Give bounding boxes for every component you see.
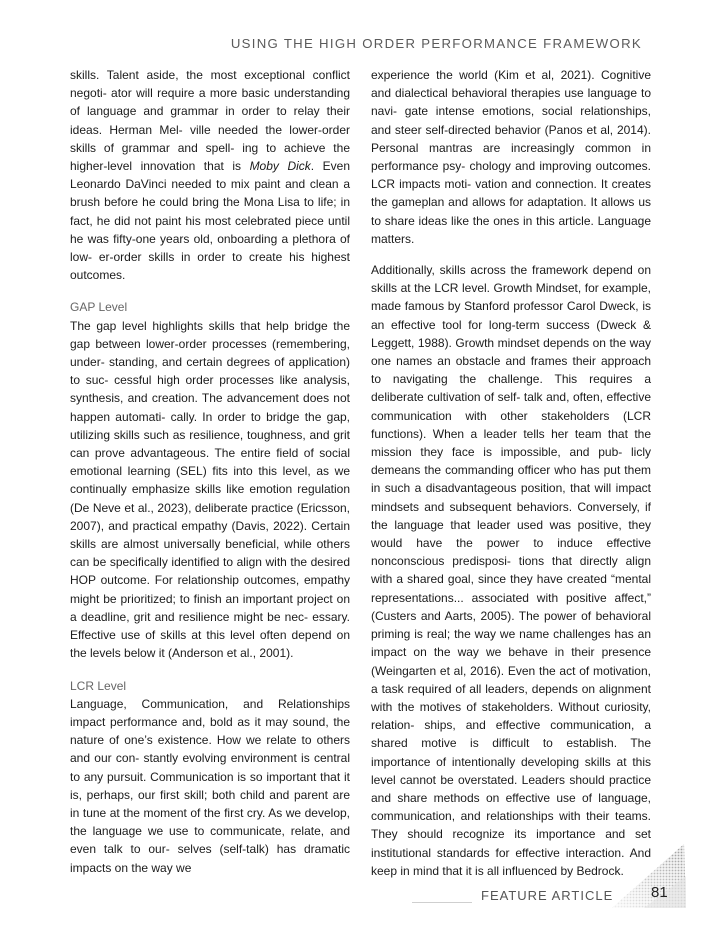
continued-paragraph: experience the world (Kim et al, 2021). Cognitive and dialectical behavioral therapies use language to navi- gate intense emotions, social relationships, and steer self-directed behavior (Panos et al, 2014). Personal mantras are increasingly common in performance psy- chology and improving outcomes. LCR impacts moti- vation and connection. It creates the gameplan and allows for adaptation. It allows us to share ideas like the ones in this article. Language matters. xyxy=(371,68,651,246)
right-column xyxy=(371,66,651,880)
footer-rule xyxy=(412,902,472,903)
footer-section-label: FEATURE ARTICLE xyxy=(481,888,614,903)
left-column xyxy=(70,66,350,877)
intro-paragraph: skills. Talent aside, the most exceptional conflict negoti- ator will require a more basic understanding of language and grammar in order to relay their ideas. Herman Mel- ville needed the lower-order skills of grammar and spell- ing to achieve the higher-level innovation that is Moby Dick. Even Leonardo DaVinci needed to mix paint and clean a brush before he could bring the Mona Lisa to life; in fact, he did not paint his most celebrated piece until he was fifty-one years old, onboarding a plethora of low- er-order skills in order to create his highest outcomes. xyxy=(70,68,350,283)
page-curl-icon xyxy=(608,842,686,908)
lcr-level-paragraph: Language, Communication, and Relationships impact performance and, bold as it may sound, the nature of one’s existence. How we relate to others and our con- stantly evolving environment is central to any pursuit. Communication is so important that it is, perhaps, our first skill; both child and parent are in tune at the moment of the first cry. As we develop, the language we use to communicate, relate, and even talk to our- selves (self-talk) has dramatic impacts on the way we xyxy=(70,696,350,875)
gap-level-paragraph: The gap level highlights skills that help bridge the gap between lower-order processes (remembering, under- standing, and certain degrees of application) to suc- cessful high order processes like analysis, synthesis, and creation. The advancement does not happen automati- cally. In order to bridge the gap, utilizing skills such as resilience, toughness, and grit can prove advantageous. The entire field of social emotional learning (SEL) fits into this level, as we continually emphasize skills like emotion regulation (De Neve et al., 2023), deliberate practice (Ericsson, 2007), and practical empathy (Davis, 2022). Certain skills are almost universally beneficial, while others can be specifically identified to align with the desired HOP outcome. For relationship outcomes, empathy might be prioritized; to finish an important project on a deadline, grit and resilience might be nec- essary. Effective use of skills at this level often depend on the levels below it (Anderson et al., 2001). xyxy=(70,318,350,661)
book-title: Moby Dick xyxy=(249,159,311,174)
lcr-level-heading: LCR Level xyxy=(70,678,127,693)
gap-level-heading: GAP Level xyxy=(70,300,128,315)
page-number: 81 xyxy=(651,884,668,901)
running-header: USING THE HIGH ORDER PERFORMANCE FRAMEWORK xyxy=(230,36,642,51)
framework-paragraph: Additionally, skills across the framework depend on skills at the LCR level. Growth Mindset, for example, made famous by Stanford professor Carol Dweck, is an effective tool for long-term success (Dweck & Leggett, 1988). Growth mindset depends on the way one names an obstacle and frames their approach to navigating the challenge. This requires a deliberate cultivation of self- talk and, often, effective communication with other stakeholders (LCR functions). When a leader tells her team that the mission they face is impossible, and pub- licly demeans the commanding officer who has put them in such a disadvantageous position, that will impact mindsets and subsequent behaviors. Conversely, if the language that leader used was positive, they would have the power to induce effective nonconscious predisposi- tions that directly align with a shared goal, since they have created “mental representations... associated with positive affect,” (Custers and Aarts, 2005). The power of behavioral priming is real; the way we name challenges has an impact on the way we behave in their presence (Weingarten et al, 2016). Even the act of motivation, a task required of all leaders, depends on alignment with the motives of stakeholders. Without curiosity, relation- ships, and effective communication, a shared motive is difficult to establish. The importance of intentionally developing skills at this level cannot be overstated. Leaders should practice and share methods on effective use of language, communication, and relationships with their teams. They should recognize its importance and set institutional standards for effective interaction. And keep in mind that it is all influenced by Bedrock. xyxy=(371,263,651,878)
